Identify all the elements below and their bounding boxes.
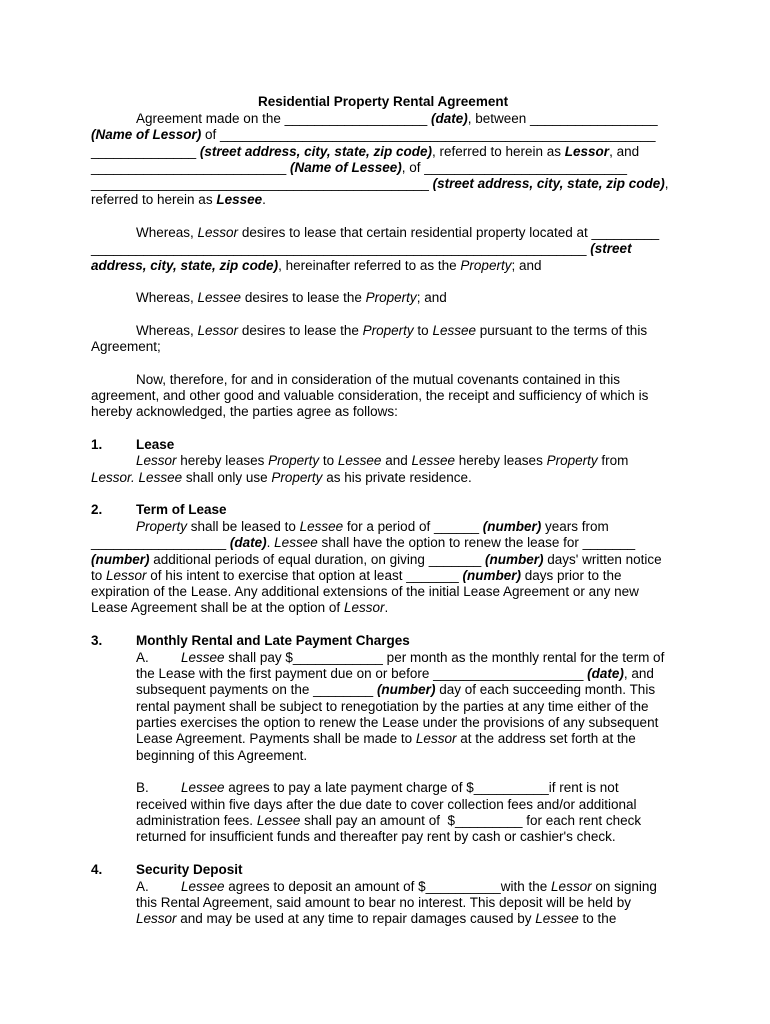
section-3a-label: A. (136, 650, 149, 665)
section-4-heading: Security Deposit (136, 862, 243, 877)
intro-line-2: (Name of Lessor) of __________________________________________________________ (91, 127, 656, 142)
section-2-line-5: expiration of the Lease. Any additional extensions of the initial Lease Agreement or any new (91, 584, 639, 599)
now-line-1: Now, therefore, for and in consideration of the mutual covenants contained in this (136, 372, 621, 387)
section-4-number: 4. (91, 862, 103, 877)
section-2-line-3: (number) additional periods of equal duration, on giving _______ (number) days' written notice (91, 552, 662, 567)
intro-line-1: Agreement made on the ___________________ (date), between _________________ (136, 111, 658, 126)
section-4a-line-1: Lessee agrees to deposit an amount of $__________with the Lessor on signing (181, 879, 657, 894)
section-4a-label: A. (136, 879, 149, 894)
section-1-line-1: Lessor hereby leases Property to Lessee and Lessee hereby leases Property from (136, 453, 629, 468)
section-4a-line-3: Lessor and may be used at any time to repair damages caused by Lessee to the (136, 911, 617, 926)
whereas-3-line-1: Whereas, Lessor desires to lease the Property to Lessee pursuant to the terms of this (136, 323, 648, 338)
section-2-line-6: Lease Agreement shall be at the option of Lessor. (91, 600, 389, 615)
section-3b-line-3: administration fees. Lessee shall pay an amount of $_________ for each rent check (136, 813, 642, 828)
intro-line-5: _____________________________________________ (street address, city, state, zip code), (91, 176, 669, 191)
section-3a-line-1: Lessee shall pay $____________ per month as the monthly rental for the term of (181, 650, 665, 665)
whereas-3-line-2: Agreement; (91, 339, 161, 354)
whereas-1-line-2: __________________________________________________________________ (street (91, 241, 632, 256)
section-3b-line-4: returned for insufficient funds and thereafter pay rent by cash or cashier's check. (136, 829, 616, 844)
section-2-line-1: Property shall be leased to Lessee for a period of ______ (number) years from (136, 519, 609, 534)
section-2-number: 2. (91, 502, 103, 517)
document-title: Residential Property Rental Agreement (258, 94, 509, 109)
section-1-number: 1. (91, 437, 103, 452)
section-3-heading: Monthly Rental and Late Payment Charges (136, 633, 410, 648)
section-1-line-2: Lessor. Lessee shall only use Property as his private residence. (91, 470, 472, 485)
section-3a-line-2: the Lease with the first payment due on or before ____________________ (date), and (136, 666, 654, 681)
whereas-1-line-1: Whereas, Lessor desires to lease that certain residential property located at _________ (136, 225, 660, 240)
intro-line-6: referred to herein as Lessee. (91, 192, 266, 207)
section-3b-line-2: received within five days after the due date to cover collection fees and/or additional (136, 797, 637, 812)
intro-line-3: ______________ (street address, city, state, zip code), referred to herein as Lessor, and (91, 144, 640, 159)
section-3a-line-7: beginning of this Agreement. (136, 748, 308, 763)
section-3b-line-1: Lessee agrees to pay a late payment charge of $__________if rent is not (181, 780, 619, 795)
now-line-2: agreement, and other good and valuable consideration, the receipt and sufficiency of which is (91, 388, 649, 403)
whereas-1-line-3: address, city, state, zip code), hereinafter referred to as the Property; and (91, 258, 542, 273)
section-3a-line-6: Lease Agreement. Payments shall be made to Lessor at the address set forth at the (136, 731, 636, 746)
section-1-heading: Lease (136, 437, 175, 452)
section-3a-line-4: rental payment shall be subject to renegotiation by the parties at any time either of the (136, 699, 649, 714)
now-line-3: hereby acknowledged, the parties agree as follows: (91, 404, 398, 419)
section-3b-label: B. (136, 780, 149, 795)
intro-line-4: __________________________ (Name of Lessee), of ___________________________ (91, 160, 627, 175)
section-2-line-4: to Lessor of his intent to exercise that option at least _______ (number) days prior to the (91, 568, 622, 583)
section-3a-line-3: subsequent payments on the ________ (number) day of each succeeding month. This (136, 682, 656, 697)
section-2-line-2: __________________ (date). Lessee shall have the option to renew the lease for _______ (91, 535, 636, 550)
whereas-2-line: Whereas, Lessee desires to lease the Property; and (136, 290, 447, 305)
section-3a-line-5: parties exercises the option to renew the Lease under the provisions of any subsequent (136, 715, 659, 730)
section-2-heading: Term of Lease (136, 502, 227, 517)
section-3-number: 3. (91, 633, 103, 648)
section-4a-line-2: this Rental Agreement, said amount to bear no interest. This deposit will be held by (136, 895, 632, 910)
